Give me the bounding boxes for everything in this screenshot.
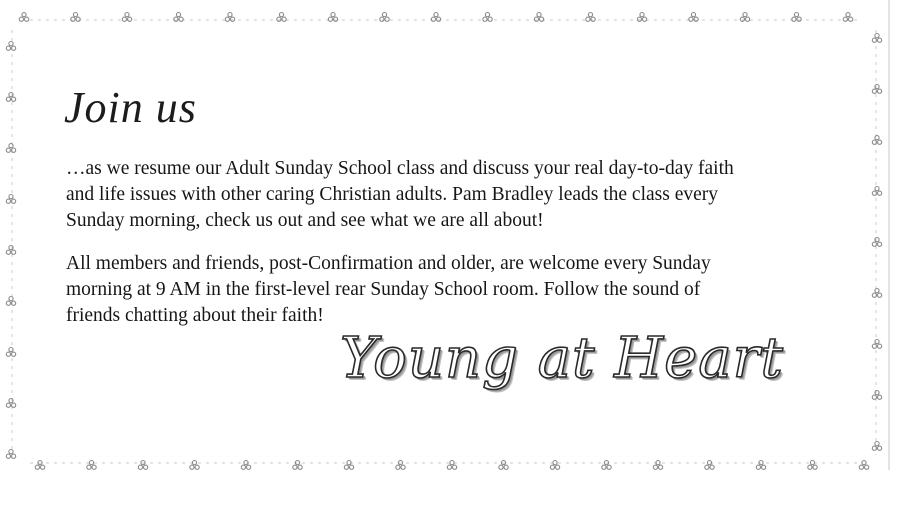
border-ornament-left bbox=[6, 450, 15, 459]
intro-line-1: …as we resume our Adult Sunday School class and discuss your real day-to-day faith bbox=[66, 158, 734, 179]
border-ornament-right bbox=[872, 238, 881, 247]
border-ornament-bottom bbox=[550, 461, 559, 470]
details-line-2: morning at 9 AM in the first-level rear Sunday School room. Follow the sound of bbox=[66, 279, 701, 300]
page-title: Join us bbox=[64, 83, 197, 132]
border-ornament-left bbox=[6, 144, 15, 153]
border-ornament-bottom bbox=[344, 461, 353, 470]
border-ornament-bottom bbox=[241, 461, 250, 470]
border-ornament-bottom bbox=[190, 461, 199, 470]
border-ornament-right bbox=[872, 34, 881, 43]
border-ornament-right bbox=[872, 289, 881, 298]
details-paragraph bbox=[66, 251, 866, 329]
border-ornament-right bbox=[872, 85, 881, 94]
details-line-3: friends chatting about their faith! bbox=[66, 305, 324, 326]
border-ornament-right bbox=[872, 136, 881, 145]
border-ornament-right bbox=[872, 391, 881, 400]
border-ornament-left bbox=[6, 246, 15, 255]
border-ornament-bottom bbox=[138, 461, 147, 470]
border-ornament-bottom bbox=[756, 461, 765, 470]
border-ornament-bottom bbox=[705, 461, 714, 470]
intro-paragraph bbox=[66, 156, 866, 234]
border-ornament-bottom bbox=[653, 461, 662, 470]
border-ornament-left bbox=[6, 93, 15, 102]
border-ornament-bottom bbox=[447, 461, 456, 470]
border-ornament-bottom bbox=[859, 461, 868, 470]
border-ornament-top bbox=[19, 13, 28, 22]
border-ornament-bottom bbox=[35, 461, 44, 470]
border-ornament-bottom bbox=[87, 461, 96, 470]
border-ornament-right bbox=[872, 340, 881, 349]
border-ornament-bottom bbox=[396, 461, 405, 470]
border-ornament-right bbox=[872, 442, 881, 451]
border-ornament-left bbox=[6, 42, 15, 51]
border-ornament-left bbox=[6, 348, 15, 357]
border-ornament-left bbox=[6, 195, 15, 204]
details-line-1: All members and friends, post-Confirmation and older, are welcome every Sunday bbox=[66, 253, 711, 274]
border-ornament-right bbox=[872, 187, 881, 196]
border-ornament-bottom bbox=[293, 461, 302, 470]
border-ornament-left bbox=[6, 399, 15, 408]
young-at-heart-banner: Young at Heart bbox=[340, 326, 784, 391]
border-ornament-bottom bbox=[808, 461, 817, 470]
border-ornament-bottom bbox=[602, 461, 611, 470]
border-ornament-bottom bbox=[499, 461, 508, 470]
intro-line-2: and life issues with other caring Christian adults. Pam Bradley leads the class every bbox=[66, 184, 719, 205]
border-ornament-left bbox=[6, 297, 15, 306]
intro-line-3: Sunday morning, check us out and see what we are all about! bbox=[66, 210, 544, 231]
page-edge bbox=[888, 0, 890, 470]
